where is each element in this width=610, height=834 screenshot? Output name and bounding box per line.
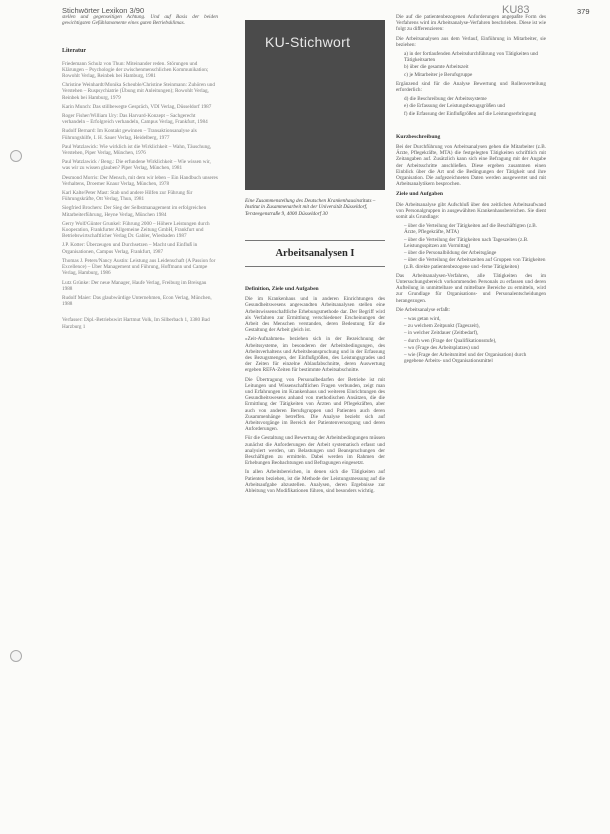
list-item: – durch wen (Frage der Qualifikationsstufe), bbox=[404, 337, 497, 344]
body-paragraph: Die im Krankenhaus und in anderen Einrichtungen des Gesundheitswesens angewandten Arbeitsanalysen stellen eine Arbeitswissenschaftliche Erhebungsmethode dar. Der Begriff wird als Verfahren zur Ermittlung verschiedener Erscheinungen der Arbeit des Menschen verstanden, deren Bedeutung für die Gestaltung der Arbeit gleich ist. bbox=[245, 296, 385, 334]
reference-item: Siegfried Brochers: Der Sieg der Selbstmanagement im erfolgreichen Mitarbeiterführung, Heyne Verlag, München 1984 bbox=[62, 205, 207, 218]
right-note: Die Arbeitsanalysen aus dem Verlauf, Einführung in Mitarbeiter, sie beziehen: bbox=[396, 35, 546, 48]
paragraph-ziele: Die Arbeitsanalyse gibt Aufschluß über den zeitlichen Arbeitsaufwand von Personalgruppen in ausgewählten Krankenhausbereichen. Sie dient somit als Grundlage: bbox=[396, 201, 546, 221]
list-item: d) die Beschreibung der Arbeitssysteme bbox=[404, 96, 487, 103]
list-a-c bbox=[396, 51, 546, 78]
reference-item: Roger Fisher/William Ury: Das Harvard-Konzept – Sachgerecht verhandeln – Erfolgreich verhandeln, Campus Verlag, Frankfurt, 1984 bbox=[62, 113, 208, 126]
list-item: a) in der fortlaufenden Arbeitsdurchführung von Tätigkeiten und Tätigkeitsarten bbox=[404, 51, 539, 64]
middle-paragraphs bbox=[245, 296, 385, 494]
list-erfasst bbox=[396, 316, 546, 364]
paragraph-erfasst: Die Arbeitsanalyse erfaßt: bbox=[396, 306, 451, 313]
reference-item: Desmond Morris: Der Mensch, mit dem wir leben – Ein Handbuch unseres Verhaltens, Droemer Knaur Verlag, München, 1978 bbox=[62, 174, 218, 187]
list-item: – was getan wird, bbox=[404, 315, 441, 322]
body-paragraph: In allen Arbeitsbereichen, in denen sich die Tätigkeiten auf Patienten beziehen, ist die Methode der Leistungsmessung auf die Arbeitsaufgabe abzustellen. Analysen, deren Ergebnisse zur Ableitung von Modifikationen führen, sind besonders wichtig. bbox=[245, 469, 385, 495]
subheading: Definition, Ziele und Aufgaben bbox=[245, 286, 319, 292]
page-number: 379 bbox=[577, 7, 590, 16]
section-title: Arbeitsanalysen I bbox=[275, 248, 355, 259]
list-item: e) die Erfassung der Leistungsbezugsgrößen und bbox=[404, 103, 505, 110]
punch-hole bbox=[10, 150, 22, 162]
kw-caption: Eine Zusammenstellung des Deutschen Krankenhausinstituts – Institut in Zusammenarbeit mit der Universität Düsseldorf, Tersteegenstraße 9, 4000 Düsseldorf 30 bbox=[245, 198, 376, 217]
reference-item: Lutz Grünke: Der neue Manager, Haufe Verlag, Freiburg im Breisgau 1988 bbox=[62, 279, 207, 292]
list-item: b) über die gesamte Arbeitszeit bbox=[404, 64, 469, 71]
reference-item: Karl Kalte/Peter Mast: Stab und andere Hilfen zur Führung für Führungskräfte, Ott Verlag, Thun, 1981 bbox=[62, 190, 193, 203]
list-item: – wie (Frage der Arbeitsmittel und der Organisation) durch gegebene Arbeits- und Organisationsmittel bbox=[404, 351, 527, 365]
list-item: – über die Personalbildung der Arbeitsgänge bbox=[404, 250, 497, 257]
paragraph-verfahren: Das Arbeitsanalysen-Verfahren, alle Tätigkeiten des im Untersuchungsbereich vorkommenden Personals zu erfassen und deren Aufteilung in unmittelbare und mittelbare Bereiche zu ermitteln, wird zur Grundlage für Organisations- und Personalentscheidungen herangezogen. bbox=[396, 272, 546, 304]
reference-item: Christine Weinhardt/Monika Scheuble/Christine Steinmann: Zuhören und Verstehen – Ruspsychiatrie (Übung mit Anleitungen); Rowohlt Verlag, Reinbek bei Hamburg, 1979 bbox=[62, 82, 215, 101]
literature-heading: Literatur bbox=[62, 48, 86, 55]
kw-banner-image bbox=[245, 20, 385, 190]
right-intro: Die auf die patientenbezogenen Anforderungen angepaßte Form des Verfahrens wird im Arbeitsanalyse-Verfahren beschrieben. Diese ist wie folgt zu differenzieren: bbox=[396, 14, 546, 33]
list-item: f) die Erfassung der Einflußgrößen auf die Leistungserbringung bbox=[404, 110, 537, 117]
reference-item: Friedemann Schulz von Thun: Miteinander reden. Störungen und Klärungen – Psychologie der zwischenmenschlichen Kommunikation; Rowohlt Verlag, Reinbek bei Hamburg, 1981 bbox=[62, 60, 209, 80]
list-item: – über die Verteilung der Tätigkeiten auf die Beschäftigten (z.B. Ärzte, Pflegekräfte, MTA) bbox=[404, 223, 538, 236]
reference-item: Karin Munch: Das stillbewegte Gespräch, VDI Verlag, Düsseldorf 1987 bbox=[62, 103, 212, 110]
author-note: Verfasser: Dipl.-Betriebswirt Hartmut Volk, Im Silberbach 1, 3380 Bad Harzburg 1 bbox=[62, 317, 210, 330]
list-item: – wo (Frage des Arbeitsplatzes) und bbox=[404, 344, 479, 351]
kw-logo: KU-Stichwort bbox=[265, 34, 351, 50]
list-item: c) je Mitarbeiter je Berufsgruppe bbox=[404, 71, 473, 78]
list-item: – über die Verteilung der Tätigkeiten nach Tageszeiten (z.B. Leistungsspitzen am Vormittag) bbox=[404, 236, 529, 249]
reference-item: Paul Watzlawick / Beng.: Die erfundene Wirklichkeit – Wie wissen wir, was wir zu wissen glauben? Piper Verlag, München, 1981 bbox=[62, 159, 211, 172]
list-item: – in welcher Zeitdauer (Zeitbedarf), bbox=[404, 330, 479, 337]
list-d-f bbox=[396, 96, 546, 117]
reference-item: Rudolf Bernard: Im Kontakt gewinnen – Transaktionsanalyse als Führungshilfe, I. H. Sauer Verlag, Heidelberg, 1977 bbox=[62, 128, 197, 141]
reference-item: Thomas J. Peters/Nancy Austin: Leistung aus Leidenschaft (A Passion for Excellence) – Über Management und Führung, Hoffmann und Campe Verlag, Hamburg, 1986 bbox=[62, 257, 216, 277]
reference-item: Gerry Wolf/Günter Grunkel: Führung 2000 – Höhere Leistungen durch Kooperation, Frankfurter Allgemeine Zeitung GmbH, Frankfurt und Betriebswirtschaftlicher Verlag Dr. Gabler, Wiesbaden 1987 bbox=[62, 220, 210, 240]
right-mid: Ergänzend sind für die Analyse Bewertung und Rollenverteilung erforderlich: bbox=[396, 80, 546, 94]
punch-hole bbox=[10, 650, 22, 662]
body-paragraph: Für die Gestaltung und Bewertung der Arbeitsbedingungen müssen zunächst die Anforderungen der Arbeit systematisch erfasst und analysiert werden, um Belastungen und Beanspruchungen der Beschäftigten zu ermitteln. Dabei werden im Rahmen der Erhebungen Beobachtungen und Befragungen eingesetzt. bbox=[245, 435, 385, 467]
heading-ziele: Ziele und Aufgaben bbox=[396, 191, 443, 198]
heading-kurzbeschreibung: Kurzbeschreibung bbox=[396, 133, 441, 140]
handwritten-stamp: KU83 bbox=[502, 4, 530, 16]
column-right bbox=[396, 14, 546, 814]
reference-list bbox=[62, 61, 218, 308]
reference-item: Rudolf Maier: Das glaubwürdige Unternehmen, Econ Verlag, München, 1988 bbox=[62, 294, 212, 308]
body-paragraph: Die Übertragung von Personalbedarfen der Betriebe ist mit Leitungen und Wissenschaftlichen Fragen verbunden, zeigt man und Erfahrungen im Krankenhaus und weiteren Einrichtungen des Gesundheitswesens anhand von methodischen Ansätzen, die die Ermittlung der Tätigkeiten von Ärzten und Pflegekräften, aber auch von anderen Berufsgruppen und Patienten auch deren Zusammenhänge betreffen. Die Analyse bezieht sich auf Arbeitsvorgänge im Bereich der Patientenversorgung und deren Anforderungen. bbox=[245, 376, 385, 433]
reference-item: Paul Watzlawick: Wie wirklich ist die Wirklichkeit – Wahn, Täuschung, Verstehen, Piper Verlag, München, 1976 bbox=[62, 143, 212, 157]
list-ziele bbox=[396, 223, 546, 269]
list-item: – über die Verteilung der Arbeitszeiten auf Gruppen von Tätigkeiten (z.B. direkte patientenbezogene und -ferne Tätigkeiten) bbox=[404, 257, 546, 270]
column-middle bbox=[245, 282, 385, 822]
divider bbox=[245, 266, 385, 267]
intro-paragraph: stellen und gegenseitigen Achtung. Und auf Basis der beiden gewichtigsten Gefühlsmomente eines guten Betriebsklimas. bbox=[62, 14, 218, 27]
reference-item: J.P. Kotter: Überzeugen und Durchsetzen – Macht und Einfluß in Organisationen, Campus Verlag, Frankfurt, 1987 bbox=[62, 242, 198, 255]
paragraph-kurzbeschreibung: Bei der Durchführung von Arbeitsanalysen gehen die Mitarbeiter (z.B. Ärzte, Pflegekräfte, MTA) die festgelegten Tätigkeiten schriftlich mit Zeitangaben auf. Zusätzlich kann sich eine Befragung mit der Angabe der Arbeitsschritte anschließen. Diese ergeben zusammen einen Einblick über die Art und die Bedingungen der Tätigkeit und ihre Organisation. Die aufgezeichneten Daten werden ausgewertet und mit Arbeitsanalytikern besprochen. bbox=[396, 144, 546, 188]
body-paragraph: »Zeit-Aufnahmen« beziehen sich in der Bezeichnung der Arbeitssysteme, im besonderen der Arbeitsbedingungen, des Arbeitsverhaltens und Arbeitsbeanspruchung und in der Erfassung des Bezugsmengen, der Einflußgrößen, des Leistungsgrades und der Zeiten für einzelne Ablaufabschnitte, deren Auswertung ergeben REFA-Zeiten für bestimmte Arbeitsabschnitte. bbox=[245, 336, 385, 374]
list-item: – zu welchem Zeitpunkt (Tageszeit), bbox=[404, 323, 480, 330]
running-head: Stichwörter Lexikon 3/90 bbox=[62, 6, 145, 15]
column-left bbox=[62, 14, 218, 814]
divider bbox=[245, 240, 385, 241]
